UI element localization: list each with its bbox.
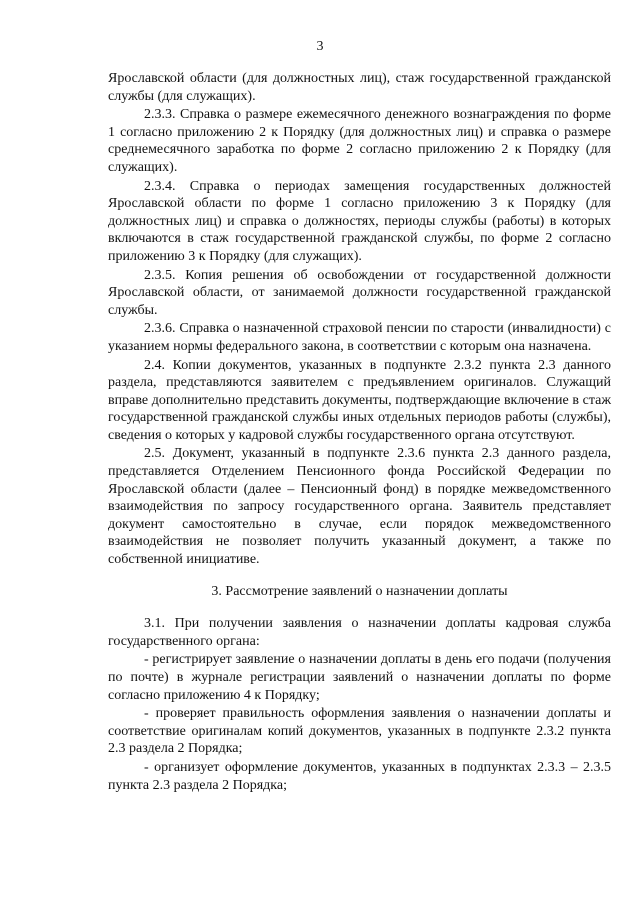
section-heading: 3. Рассмотрение заявлений о назначении доплаты: [211, 583, 508, 599]
paragraph-2-3-4: 2.3.4. Справка о периодах замещения государственных должностей Ярославской области по форме 1 согласно приложению 3 к Порядку (для должностных лиц) и справка о должностях, периоды службы (работы) в которых включаются в стаж государственной гражданской службы, по форме 2 согласно приложению 3 к Порядку (для служащих).: [108, 178, 611, 264]
list-item-verify: - проверяет правильность оформления заявления о назначении доплаты и соответствие оригиналам копий документов, указанных в подпункте 2.3.2 пункта 2.3 раздела 2 Порядка;: [108, 706, 611, 757]
document-body: [108, 70, 611, 795]
paragraph-2-3-3: 2.3.3. Справка о размере ежемесячного денежного вознаграждения по форме 1 согласно приложению 2 к Порядку (для должностных лиц) и справка о размере среднемесячного заработка по форме 2 согласно приложению 2 к Порядку (для служащих).: [108, 107, 611, 175]
list-item-organize: - организует оформление документов, указанных в подпунктах 2.3.3 – 2.3.5 пункта 2.3 раздела 2 Порядка;: [108, 759, 611, 793]
list-item-register: - регистрирует заявление о назначении доплаты в день его подачи (получения по почте) в журнале регистрации заявлений о назначении доплаты по форме согласно приложению 4 к Порядку;: [108, 652, 611, 703]
paragraph-2-3-5: 2.3.5. Копия решения об освобождении от государственной должности Ярославской области, от занимаемой должности государственной гражданской службы.: [108, 267, 611, 318]
paragraph-2-3-6: 2.3.6. Справка о назначенной страховой пенсии по старости (инвалидности) с указанием нормы федерального закона, в соответствии с которым она назначена.: [108, 321, 611, 354]
page-number: 3: [316, 39, 324, 54]
paragraph-2-4: 2.4. Копии документов, указанных в подпункте 2.3.2 пункта 2.3 данного раздела, представляются заявителем с предъявлением оригиналов. Служащий вправе дополнительно представить документы, подтверждающие включение в стаж государственной гражданской службы иных отдельных периодов работы (службы), сведения о которых у кадровой службы государственного органа отсутствуют.: [108, 357, 611, 443]
paragraph-3-1: 3.1. При получении заявления о назначении доплаты кадровая служба государственного органа:: [108, 616, 611, 649]
paragraph-2-5: 2.5. Документ, указанный в подпункте 2.3.6 пункта 2.3 данного раздела, представляется Отделением Пенсионного фонда Российской Федерации по Ярославской области (далее – Пенсионный фонд) в порядке межведомственного взаимодействия по запросу государственного органа. Заявитель представляет документ самостоятельно в случае, если порядок межведомственного взаимодействия не позволяет получить указанный документ, а также по собственной инициативе.: [108, 446, 611, 568]
paragraph-continuation: Ярославской области (для должностных лиц), стаж государственной гражданской службы (для служащих).: [108, 71, 611, 104]
